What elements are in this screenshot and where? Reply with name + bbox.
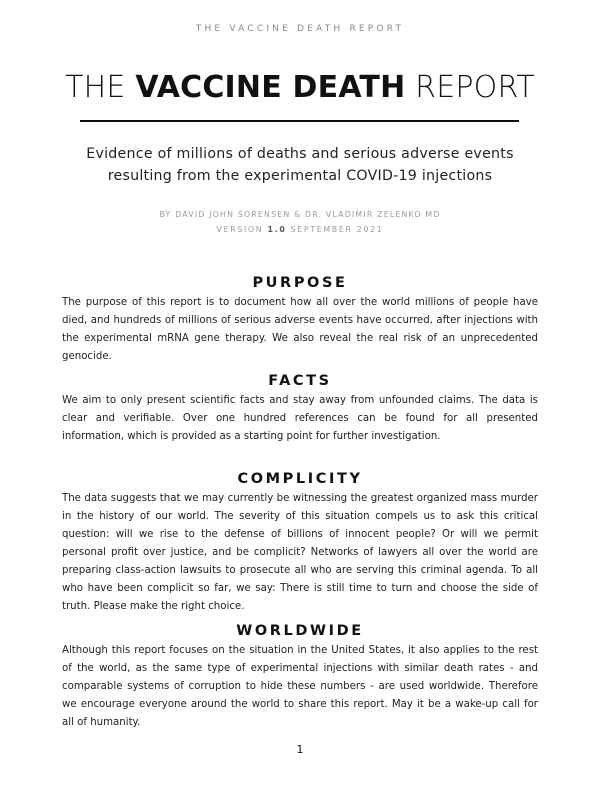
section-heading: FACTS	[268, 373, 332, 389]
byline: BY DAVID JOHN SORENSEN & DR. VLADIMIR ZELENKO MD	[159, 210, 441, 219]
version-line	[0, 225, 600, 234]
subtitle-line-1: Evidence of millions of deaths and serious adverse events	[86, 146, 514, 162]
section-body: The purpose of this report is to document how all over the world millions of people have died, and hundreds of millions of serious adverse events have occurred, after injections with the experimental mRNA gene therapy. We also reveal the real risk of an unprecedented genocide.	[62, 297, 538, 362]
title-suffix: REPORT	[415, 70, 535, 105]
subtitle-line-2: resulting from the experimental COVID-19 injections	[107, 168, 493, 184]
section-complicity	[62, 468, 538, 616]
section-body: We aim to only present scientific facts and stay away from unfounded claims. The data is clear and verifiable. Over one hundred references can be found for all presented information, which is provided as a starting point for further investigation.	[62, 395, 538, 442]
title-emphasis: VACCINE DEATH	[135, 70, 406, 105]
section-body: Although this report focuses on the situation in the United States, it also applies to the rest of the world, as the same type of experimental injections with similar death rates - and comparable systems of corruption to hide these numbers - are used worldwide. Therefore we encourage everyone around the world to share this report. May it be a wake-up call for all of humanity.	[62, 645, 538, 728]
section-worldwide	[62, 620, 538, 732]
page-title	[0, 70, 600, 105]
title-divider	[80, 120, 519, 122]
subtitle	[40, 143, 560, 187]
section-heading: COMPLICITY	[237, 471, 363, 487]
version-date: SEPTEMBER 2021	[290, 225, 384, 234]
page-number: 1	[296, 743, 304, 756]
section-heading: PURPOSE	[252, 275, 348, 291]
section-facts	[62, 370, 538, 446]
section-purpose	[62, 272, 538, 366]
running-header: THE VACCINE DEATH REPORT	[195, 24, 405, 34]
version-number: 1.0	[267, 225, 287, 234]
section-body: The data suggests that we may currently be witnessing the greatest organized mass murder in the history of our world. The severity of this situation compels us to ask this critical question: will we rise to the defense of billions of innocent people? Or will we permit personal profit over justice, and be complicit? Networks of lawyers all over the world are preparing class-action lawsuits to prosecute all who are serving this criminal agenda. To all who have been complicit so far, we say: There is still time to turn and choose the side of truth. Please make the right choice.	[62, 493, 538, 612]
section-heading: WORLDWIDE	[236, 623, 364, 639]
title-prefix: THE	[65, 70, 126, 105]
version-label: VERSION	[216, 225, 264, 234]
